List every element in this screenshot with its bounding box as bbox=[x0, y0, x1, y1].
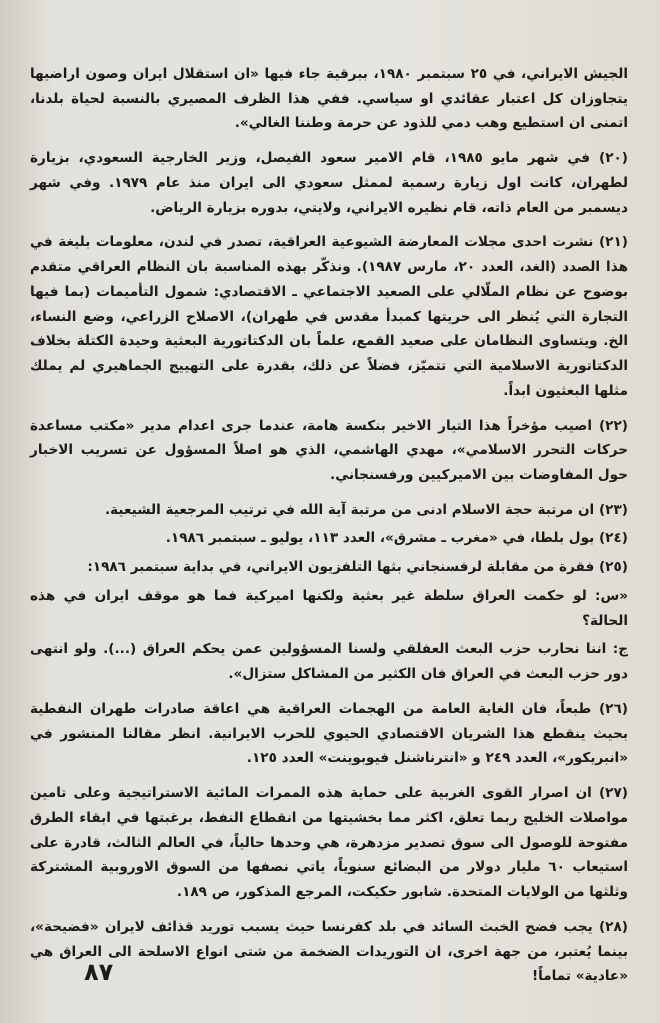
footnote-24: (٢٤) بول بلطا، في «مغرب ـ مشرق»، العدد ١١٣، يوليو ـ سبتمبر ١٩٨٦. bbox=[165, 530, 628, 547]
footnotes-block bbox=[30, 62, 628, 999]
page-number: ٨٧ bbox=[84, 958, 114, 986]
footnote-27: (٢٧) ان اصرار القوى الغربية على حماية هذه الممرات المائية الاستراتيجية وعلى تامين مواصلات الخليج ربما تعلق، اكثر مما بخشيتها من انقطاع النفط، برغبتها في ابقاء الطرق مفتوحة للوصول الى سوق تصدير مزدهرة، هي وحدها حالياً، في العالم الثالث، قادرة على استيعاب ٦٠ مليار دولار من البضائع سنوياً، ياتي نصفها من السوق الاوروبية المشتركة وثلثها من الولايات المتحدة. شابور حكيكت، المرجع المذكور، ص ١٨٩. bbox=[30, 785, 628, 901]
footnote-22: (٢٢) اصيب مؤخراً هذا التيار الاخير بنكسة هامة، عندما جرى اعدام مدير «مكتب مساعدة حركات التحرر الاسلامي»، مهدي الهاشمي، الذي هو اصلاً المسؤول عن تسريب الاخبار حول المفاوضات بين الاميركيين ورفسنجاني. bbox=[30, 417, 628, 484]
footnote-23: (٢٣) ان مرتبة حجة الاسلام ادنى من مرتبة آية الله في ترتيب المرجعية الشيعية. bbox=[105, 501, 628, 518]
footnote-20: (٢٠) في شهر مايو ١٩٨٥، قام الامير سعود الفيصل، وزير الخارجية السعودي، بزيارة لطهران، كانت اول زيارة رسمية لممثل سعودي الى ايران منذ عام ١٩٧٩. وفي شهر ديسمبر من العام ذاته، قام نظيره الايراني، ولايتي، بدوره بزيارة الرياض. bbox=[30, 150, 629, 216]
footnote-25-answer: ج: اننا نحارب حزب البعث العفلقي ولسنا المسؤولين عمن يحكم العراق (...). ولو انتهى دور حزب البعث في العراق فان الكثير من المشاكل ستزال». bbox=[30, 641, 628, 683]
footnote-26: (٢٦) طبعاً، فان الغاية العامة من الهجمات العراقية هي اعاقة صادرات طهران النفطية بحيث ينقطع هذا الشريان الاقتصادي الحيوي للحرب الايرانية. انظر مقالنا المنشور في «انبريكور»، العدد ٢٤٩ و «انترناشنل فيوبوينت» العدد ١٢٥. bbox=[30, 700, 628, 767]
footnote-25: (٢٥) فقرة من مقابلة لرفسنجاني بثها التلفزيون الايراني، في بداية سبتمبر ١٩٨٦: bbox=[87, 559, 628, 576]
footnote-25-question: «س: لو حكمت العراق سلطة غير بعثية ولكنها اميركية فما هو موقف ايران في هذه الحالة؟ bbox=[30, 587, 628, 629]
footnote-continuation: الجيش الايراني، في ٢٥ سبتمبر ١٩٨٠، ببرقية جاء فيها «ان استقلال ايران وصون اراضيها يتجاوزان كل اعتبار عقائدي او سياسي. ففي هذا الظرف المصيري بالنسبة لحياة بلدنا، اتمنى ان استطيع وهب دمي للذود عن حرمة وطننا الغالي». bbox=[30, 66, 628, 132]
footnote-21: (٢١) نشرت احدى مجلات المعارضة الشيوعية العراقية، تصدر في لندن، معلومات بليغة في هذا الصدد (الغد، العدد ٢٠، مارس ١٩٨٧). ونذكّر بهذه المناسبة بان النظام العراقي متقدم بوضوح عن نظام الملّالي على الصعيد الاجتماعي ـ الاقتصادي: شمول التأميمات (بما فيها التجارة التي يُنظر الى حريتها كمبدأ مقدس في طهران)، الاصلاح الزراعي، وضع النساء، الخ. ويتساوى النظامان على صعيد القمع، علماً بان الدكتاتورية البعثية وحيدة الكتلة بخلاف الدكتاتورية الاسلامية التي تتميّز، فضلاً عن ذلك، بقدرة على التهييج الجماهيري لم يملك مثلها البعثيون ابداً. bbox=[30, 234, 628, 399]
footnote-28: (٢٨) يجب فضح الخبث السائد في بلد كفرنسا حيث يسبب توريد قذائف لايران «فضيحة»، بينما يُعتبر، من جهة اخرى، ان التوريدات الضخمة من شتى انواع الاسلحة الى العراق هي «عادية» تماماً! bbox=[30, 918, 628, 985]
